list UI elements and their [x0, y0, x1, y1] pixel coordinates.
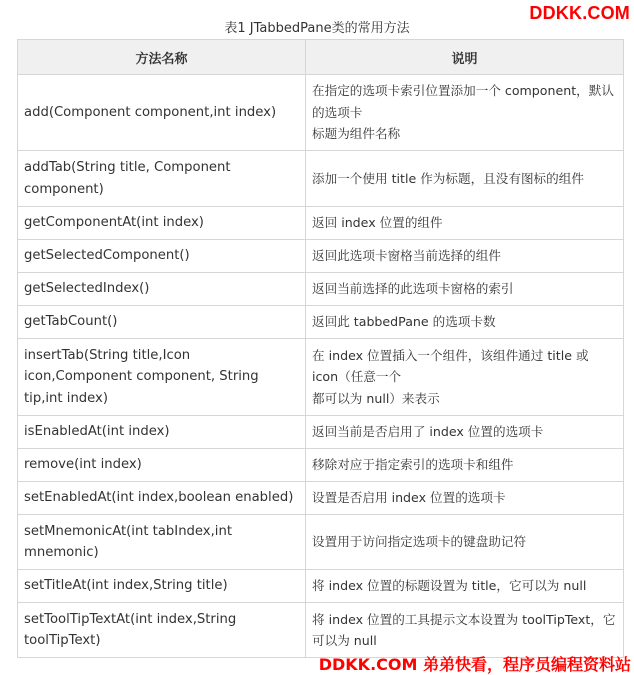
method-cell: getTabCount()	[18, 306, 306, 339]
table-row	[18, 151, 624, 207]
description-cell	[306, 207, 624, 240]
table-row	[18, 75, 624, 151]
table-row	[18, 273, 624, 306]
description-line: 返回当前选择的此选项卡窗格的索引	[312, 281, 514, 297]
description-line: 将 index 位置的标题设置为 title，它可以为 null	[312, 578, 587, 594]
method-cell: remove(int index)	[18, 449, 306, 482]
description-cell	[306, 151, 624, 207]
table-row	[18, 515, 624, 570]
table-row	[18, 339, 624, 416]
description-cell	[306, 273, 624, 306]
description-line: 添加一个使用 title 作为标题，且没有图标的组件	[312, 170, 584, 186]
description-line: 在 index 位置插入一个组件，该组件通过 title 或 icon（任意一个	[312, 347, 589, 385]
description-cell	[306, 570, 624, 603]
table-caption: 表1 JTabbedPane类的常用方法	[224, 21, 410, 36]
table-row	[18, 449, 624, 482]
description-cell	[306, 449, 624, 482]
description-cell	[306, 240, 624, 273]
method-cell: setEnabledAt(int index,boolean enabled)	[18, 482, 306, 515]
description-line: 在指定的选项卡索引位置添加一个 component，默认的选项卡	[312, 83, 614, 120]
description-cell	[306, 416, 624, 449]
description-line: 移除对应于指定索引的选项卡和组件	[312, 457, 514, 473]
watermark-top: DDKK.COM	[529, 3, 630, 23]
description-cell	[306, 482, 624, 515]
table-row	[18, 306, 624, 339]
description-cell	[306, 306, 624, 339]
table-body	[18, 75, 624, 658]
method-cell: getSelectedComponent()	[18, 240, 306, 273]
description-line: 返回当前是否启用了 index 位置的选项卡	[312, 424, 544, 440]
description-line: 将 index 位置的工具提示文本设置为 toolTipText，它可以为 null	[312, 611, 616, 648]
table-row	[18, 240, 624, 273]
table-row	[18, 207, 624, 240]
method-cell: setTitleAt(int index,String title)	[18, 570, 306, 603]
description-cell	[306, 339, 624, 416]
description-cell	[306, 75, 624, 151]
description-line: 返回此选项卡窗格当前选择的组件	[312, 248, 501, 264]
description-line: 返回 index 位置的组件	[312, 215, 443, 231]
header-row	[18, 40, 624, 75]
description-line: 都可以为 null）来表示	[312, 390, 440, 406]
table-header	[18, 40, 624, 75]
description-line: 设置是否启用 index 位置的选项卡	[312, 490, 506, 506]
method-cell: isEnabledAt(int index)	[18, 416, 306, 449]
description-line: 设置用于访问指定选项卡的键盘助记符	[312, 534, 527, 550]
table-row	[18, 482, 624, 515]
header-method-name: 方法名称	[18, 40, 306, 75]
method-cell: insertTab(String title,Icon icon,Component component, String tip,int index)	[18, 339, 306, 416]
table-row	[18, 416, 624, 449]
method-cell: getSelectedIndex()	[18, 273, 306, 306]
description-line: 标题为组件名称	[312, 126, 401, 142]
description-cell	[306, 603, 624, 658]
method-cell: setToolTipTextAt(int index,String toolTipText)	[18, 603, 306, 658]
watermark-bottom: DDKK.COM 弟弟快看，程序员编程资料站	[318, 655, 631, 674]
description-cell	[306, 515, 624, 570]
table-row	[18, 570, 624, 603]
method-cell: setMnemonicAt(int tabIndex,int mnemonic)	[18, 515, 306, 570]
method-cell: addTab(String title, Component component)	[18, 151, 306, 207]
method-cell: add(Component component,int index)	[18, 75, 306, 151]
table-row	[18, 603, 624, 658]
description-line: 返回此 tabbedPane 的选项卡数	[312, 314, 496, 330]
header-description: 说明	[306, 40, 624, 75]
methods-table	[17, 39, 624, 658]
method-cell: getComponentAt(int index)	[18, 207, 306, 240]
